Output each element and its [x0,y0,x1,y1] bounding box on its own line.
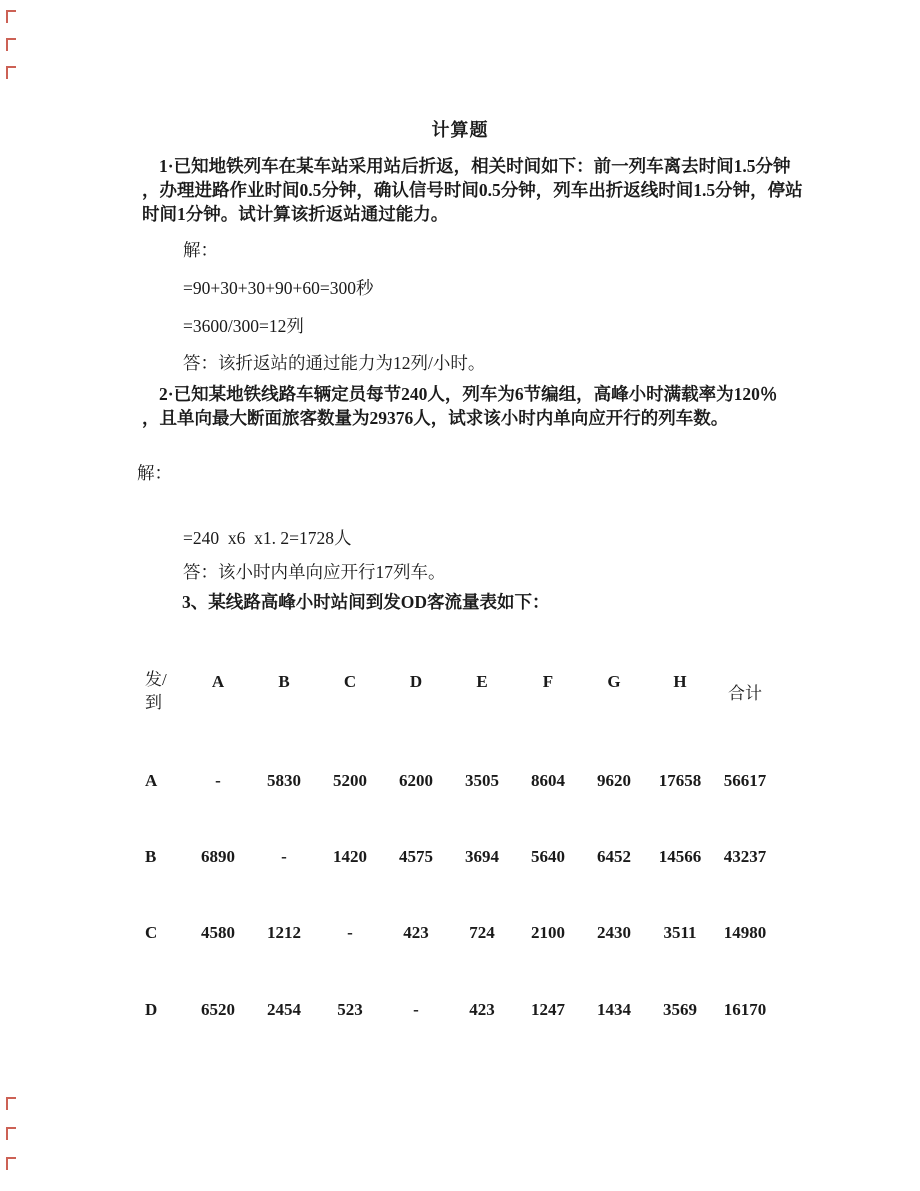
od-cell-value: 5640 [531,847,565,866]
od-cell-value: 724 [469,923,495,942]
od-table-header-row [145,668,777,714]
od-cell-value: 5200 [333,771,367,790]
problem2-line1: 2·已知某地铁线路车辆定员每节240人，列车为6节编组，高峰小时满载率为120％ [159,384,778,404]
od-cell-value: 523 [337,1000,363,1019]
od-row-total: 16170 [723,1000,767,1019]
od-row-total: 56617 [723,771,767,790]
od-cell-value: 1212 [267,923,301,942]
od-cell-value: 6520 [201,1000,235,1019]
od-table-row [145,923,777,943]
od-cell-value: - [215,771,221,790]
od-cell-value: 3569 [663,1000,697,1019]
problem1-line1: 1·已知地铁列车在某车站采用站后折返，相关时间如下：前一列车离去时间1.5分钟 [159,156,791,176]
od-col-header-g: G [607,672,621,691]
od-cell-value: 17658 [658,771,702,790]
od-col-header-a: A [211,672,225,691]
od-row-label: D [145,1000,158,1019]
od-cell-value: 6452 [597,847,631,866]
od-cell-value: 9620 [597,771,631,790]
od-cell-value: 423 [403,923,429,942]
od-cell-value: 2100 [531,923,565,942]
od-table-row [145,847,777,867]
od-col-header-f: F [542,672,554,691]
od-cell-value: 3694 [465,847,499,866]
solution1-equation1: =90+30+30+90+60=300秒 [183,278,374,298]
od-col-header-e: E [476,672,488,691]
red-margin-mark [6,66,16,79]
page-title: 计算题 [431,120,489,140]
od-cell-value: 1247 [531,1000,565,1019]
od-col-header-c: C [343,672,357,691]
od-cell-value: 423 [469,1000,495,1019]
od-cell-value: 3505 [465,771,499,790]
red-margin-mark [6,10,16,23]
od-cell-value: 2454 [267,1000,301,1019]
solution1-label: 解： [183,240,218,260]
od-cell-value: 4575 [399,847,433,866]
od-row-label: C [145,923,158,942]
od-cell-value: 1434 [597,1000,631,1019]
od-col-header-d: D [409,672,423,691]
red-margin-mark [6,38,16,51]
red-margin-mark [6,1097,16,1110]
od-cell-value: - [347,923,353,942]
problem1-line3: 时间1分钟。试计算该折返站通过能力。 [142,204,449,224]
od-col-header-b: B [278,672,290,691]
od-corner-cell [145,668,185,714]
od-corner-top: 发/ [145,670,167,689]
od-total-header: 合计 [728,684,762,703]
od-row-label: A [145,771,158,790]
od-cell-value: - [281,847,287,866]
od-cell-value: 1420 [333,847,367,866]
od-cell-value: - [413,1000,419,1019]
solution2-label: 解： [137,463,172,483]
od-table-row [145,771,777,791]
od-row-total: 14980 [723,923,767,942]
problem1-line2: ，办理进路作业时间0.5分钟，确认信号时间0.5分钟，列车出折返线时间1.5分钟，停站 [142,180,803,200]
od-col-header-h: H [673,672,687,691]
od-cell-value: 8604 [531,771,565,790]
od-row-total: 43237 [723,847,767,866]
od-cell-value: 14566 [658,847,702,866]
od-cell-value: 6890 [201,847,235,866]
problem2-line2: ，且单向最大断面旅客数量为29376人，试求该小时内单向应开行的列车数。 [142,408,729,428]
od-corner-bottom: 到 [145,693,162,712]
problem3-line1: 3、某线路高峰小时站间到发OD客流量表如下： [182,592,550,612]
solution2-equation1: =240 x6 x1. 2=1728人 [183,528,352,548]
od-cell-value: 6200 [399,771,433,790]
od-cell-value: 3511 [663,923,697,942]
solution2-answer: 答：该小时内单向应开行17列车。 [183,562,446,582]
od-cell-value: 4580 [201,923,235,942]
od-table-row [145,1000,777,1020]
od-table [145,664,777,1036]
solution1-answer: 答：该折返站的通过能力为12列/小时。 [183,353,486,373]
od-row-label: B [145,847,157,866]
od-cell-value: 2430 [597,923,631,942]
red-margin-mark [6,1127,16,1140]
red-margin-mark [6,1157,16,1170]
od-cell-value: 5830 [267,771,301,790]
solution1-equation2: =3600/300=12列 [183,316,304,336]
